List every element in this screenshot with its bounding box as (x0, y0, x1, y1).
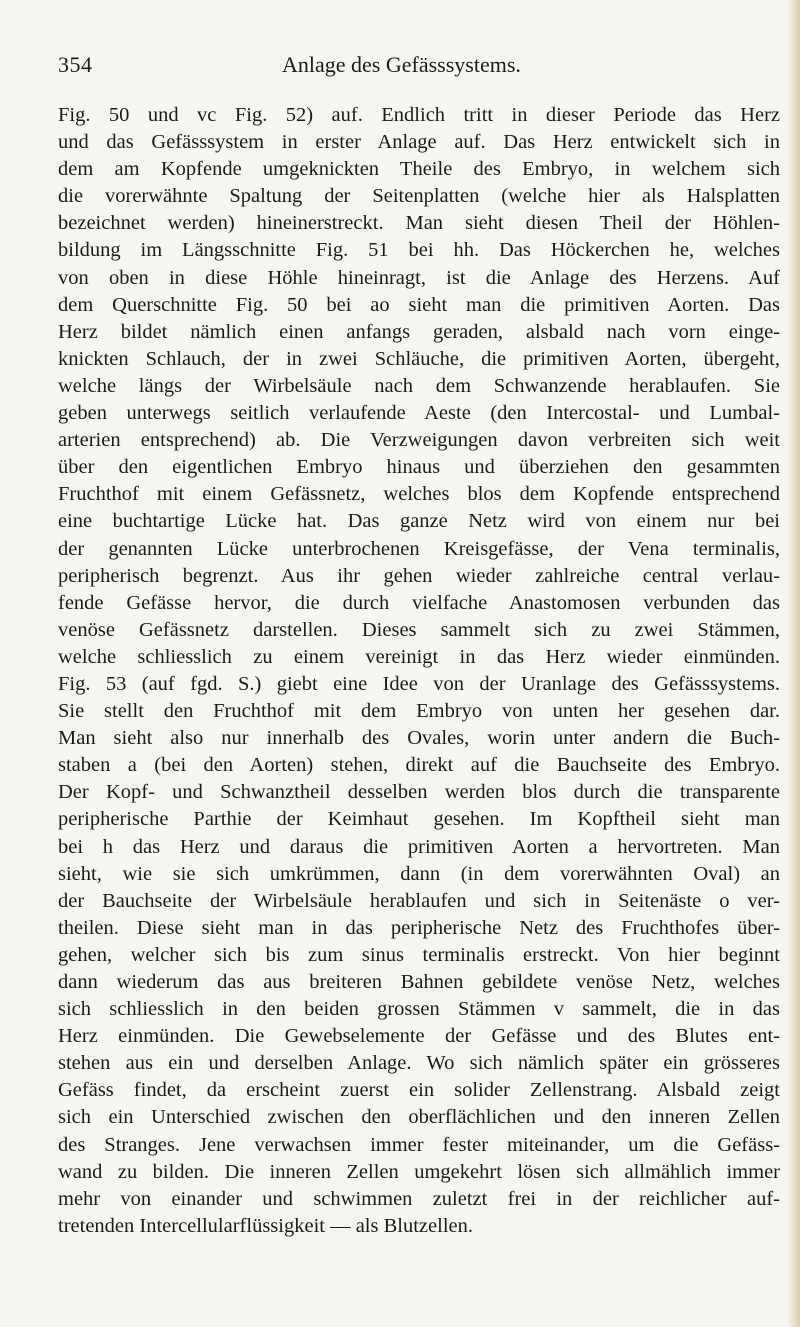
text-line: gehen, welcher sich bis zum sinus terminalis erstreckt. Von hier beginnt (58, 943, 780, 966)
text-line: sich ein Unterschied zwischen den oberflächlichen und den inneren Zellen (58, 1106, 780, 1129)
text-line: Der Kopf- und Schwanztheil desselben werden blos durch die transparente (58, 781, 780, 804)
text-line: bezeichnet werden) hineinerstreckt. Man sieht diesen Theil der Höhlen- (58, 212, 780, 235)
body-text (58, 102, 780, 1240)
text-line: welche längs der Wirbelsäule nach dem Schwanzende herablaufen. Sie (58, 374, 780, 397)
text-line: Sie stellt den Fruchthof mit dem Embryo von unten her gesehen dar. (58, 700, 780, 723)
text-line: dem Querschnitte Fig. 50 bei ao sieht man die primitiven Aorten. Das (58, 293, 780, 316)
text-line: peripherisch begrenzt. Aus ihr gehen wieder zahlreiche central verlau- (58, 564, 780, 587)
text-line: der Bauchseite der Wirbelsäule herablaufen und sich in Seitenäste o ver- (58, 889, 780, 912)
text-line: mehr von einander und schwimmen zuletzt frei in der reichlicher auf- (58, 1187, 780, 1210)
text-line: dem am Kopfende umgeknickten Theile des Embryo, in welchem sich (58, 158, 780, 181)
text-line: Fig. 53 (auf fgd. S.) giebt eine Idee von der Uranlage des Gefässsystems. (58, 672, 780, 695)
text-line: sich schliesslich in den beiden grossen Stämmen v sammelt, die in das (58, 998, 780, 1021)
text-line: geben unterwegs seitlich verlaufende Aeste (den Intercostal- und Lumbal- (58, 402, 780, 425)
text-line: venöse Gefässnetz darstellen. Dieses sammelt sich zu zwei Stämmen, (58, 618, 780, 641)
text-line: eine buchtartige Lücke hat. Das ganze Netz wird von einem nur bei (58, 510, 780, 533)
text-line: Herz bildet nämlich einen anfangs geraden, alsbald nach vorn einge- (58, 320, 780, 343)
text-line: fende Gefässe hervor, die durch vielfache Anastomosen verbunden das (58, 591, 780, 614)
text-line: Fig. 50 und vc Fig. 52) auf. Endlich tritt in dieser Periode das Herz (58, 104, 780, 126)
text-line: Gefäss findet, da erscheint zuerst ein solider Zellenstrang. Alsbald zeigt (58, 1079, 780, 1102)
text-line: wand zu bilden. Die inneren Zellen umgekehrt lösen sich allmählich immer (58, 1160, 780, 1183)
page-edge-shadow (786, 0, 800, 1327)
text-line: dann wiederum das aus breiteren Bahnen gebildete venöse Netz, welches (58, 971, 780, 993)
text-line: Herz einmünden. Die Gewebselemente der Gefässe und des Blutes ent- (58, 1025, 780, 1048)
text-line: der genannten Lücke unterbrochenen Kreisgefässe, der Vena terminalis, (58, 537, 780, 560)
text-line: welche schliesslich zu einem vereinigt in das Herz wieder einmünden. (58, 645, 780, 668)
text-line: die vorerwähnte Spaltung der Seitenplatten (welche hier als Halsplatten (58, 185, 780, 208)
text-line: bei h das Herz und daraus die primitiven Aorten a hervortreten. Man (58, 835, 780, 858)
text-line: peripherische Parthie der Keimhaut gesehen. Im Kopftheil sieht man (58, 808, 780, 831)
text-line: Fruchthof mit einem Gefässnetz, welches blos dem Kopfende entsprechend (58, 483, 780, 506)
text-line: über den eigentlichen Embryo hinaus und überziehen den gesammten (58, 456, 780, 479)
text-line: tretenden Intercellularflüssigkeit — als Blutzellen. (58, 1214, 473, 1237)
page-number: 354 (58, 52, 93, 77)
text-line: sieht, wie sie sich umkrümmen, dann (in dem vorerwähnten Oval) an (58, 862, 780, 885)
text-line: Man sieht also nur innerhalb des Ovales, worin unter andern die Buch- (58, 727, 780, 750)
text-line: theilen. Diese sieht man in das peripherische Netz des Fruchthofes über- (58, 916, 780, 939)
text-line: arterien entsprechend) ab. Die Verzweigungen davon verbreiten sich weit (58, 429, 780, 452)
running-head: Anlage des Gefässsystems. (282, 52, 521, 77)
text-line: bildung im Längsschnitte Fig. 51 bei hh. Das Höckerchen he, welches (58, 239, 780, 262)
page-header (58, 52, 758, 80)
text-line: des Stranges. Jene verwachsen immer fester miteinander, um die Gefäss- (58, 1133, 780, 1156)
text-line: von oben in diese Höhle hineinragt, ist die Anlage des Herzens. Auf (58, 266, 780, 289)
text-line: staben a (bei den Aorten) stehen, direkt auf die Bauchseite des Embryo. (58, 754, 780, 777)
text-line: knickten Schlauch, der in zwei Schläuche, die primitiven Aorten, übergeht, (58, 347, 780, 370)
text-line: und das Gefässsystem in erster Anlage auf. Das Herz entwickelt sich in (58, 131, 780, 154)
text-line: stehen aus ein und derselben Anlage. Wo sich nämlich später ein grösseres (58, 1052, 780, 1075)
